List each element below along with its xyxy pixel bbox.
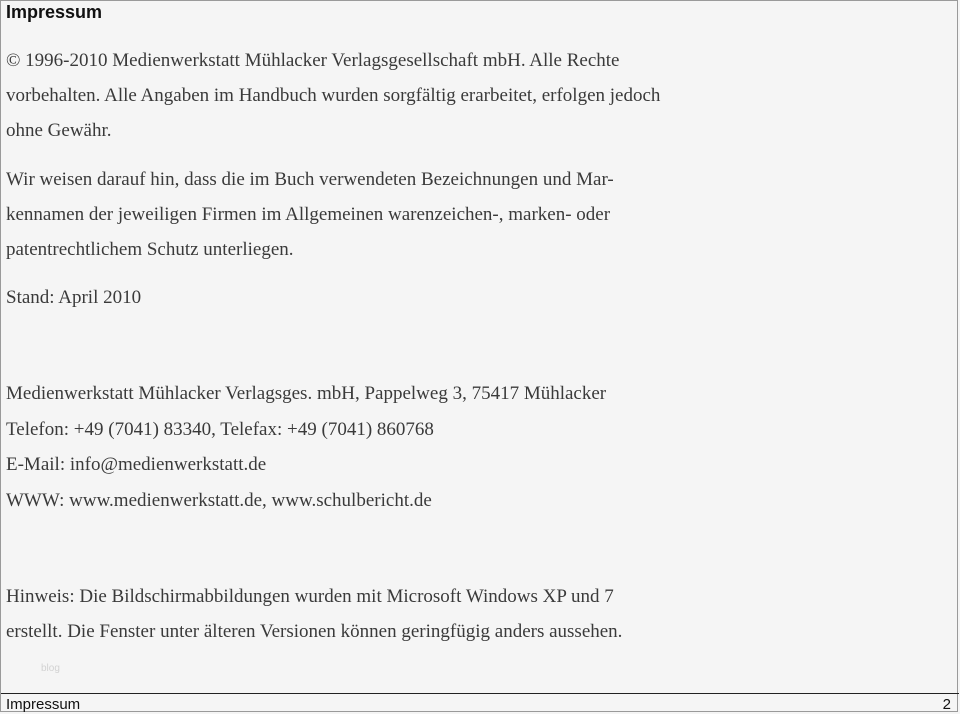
contact-block [6, 376, 606, 518]
copyright-paragraph: © 1996-2010 Medienwerkstatt Mühlacker Verlagsgesellschaft mbH. Alle Rechte vorbehalten. Alle Angaben im Handbuch wurden sorgfältig erarbeitet, erfolgen jedoch ohne Gewähr. [6, 50, 661, 141]
contact-address: Medienwerkstatt Mühlacker Verlagsges. mbH, Pappelweg 3, 75417 Mühlacker [6, 383, 607, 404]
footer-divider [1, 693, 959, 694]
page-heading: Impressum [6, 2, 103, 22]
trademark-paragraph: Wir weisen darauf hin, dass die im Buch verwendeten Bezeichnungen und Mar-kennamen der jeweiligen Firmen im Allgemeinen warenzeichen-, marken- oder patentrechtlichem Schutz unterliegen. [6, 169, 614, 260]
contact-email: E-Mail: info@medienwerkstatt.de [6, 454, 267, 475]
watermark-text: blog [41, 663, 60, 674]
hinweis-paragraph: Hinweis: Die Bildschirmabbildungen wurden mit Microsoft Windows XP und 7 erstellt. Die Fenster unter älteren Versionen können geringfügig anders aussehen. [6, 586, 623, 642]
footer-page-number: 2 [942, 696, 951, 713]
stand-paragraph: Stand: April 2010 [6, 287, 142, 308]
contact-www: WWW: www.medienwerkstatt.de, www.schulbericht.de [6, 489, 432, 511]
footer-title: Impressum [6, 696, 81, 713]
contact-phone: Telefon: +49 (7041) 83340, Telefax: +49 (7041) 860768 [6, 418, 434, 440]
